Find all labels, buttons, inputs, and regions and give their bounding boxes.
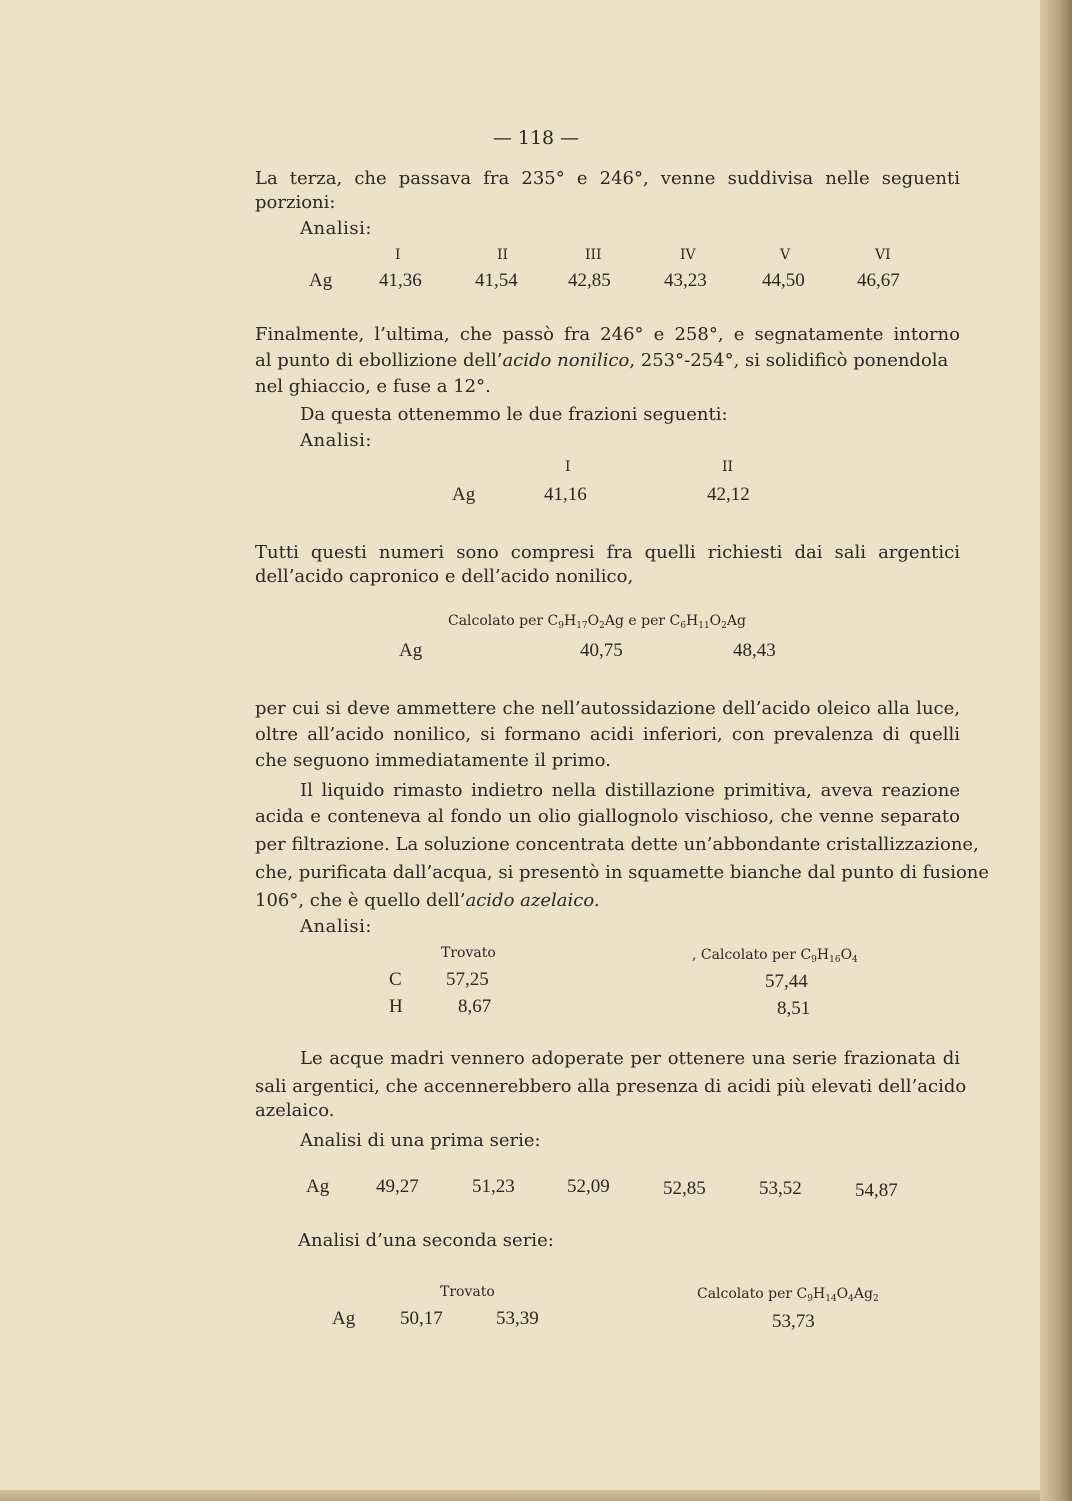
paragraph-line: Finalmente, l’ultima, che passò fra 246° e 258°, e segnatamente intorno <box>255 324 960 345</box>
paragraph-line: che seguono immediatamente il primo. <box>255 750 611 771</box>
text-run-plain: al punto di ebollizione dell’ <box>255 350 503 371</box>
formula: $C_6H_{11}O_2Ag$ <box>669 613 746 631</box>
paragraph-line: dell’acido capronico e dell’acido nonilico, <box>255 566 634 587</box>
value-cell: 57,25 <box>446 969 489 990</box>
paragraph-line: azelaico. <box>255 1100 335 1121</box>
column-header: VI <box>875 247 891 263</box>
value-cell: 48,43 <box>733 640 776 661</box>
calc-header <box>697 1283 879 1310</box>
value-cell: 42,85 <box>568 270 611 291</box>
paragraph-line-mixed <box>255 890 960 912</box>
row-label: Ag <box>452 484 476 505</box>
calc-header <box>692 944 858 971</box>
comma-mark: , <box>692 947 697 963</box>
paragraph-line: Tutti questi numeri sono compresi fra quelli richiesti dai sali argentici <box>255 542 960 563</box>
row-label: Ag <box>309 270 333 291</box>
analisi-label: Analisi: <box>300 218 372 239</box>
paragraph-line: nel ghiaccio, e fuse a 12°. <box>255 376 491 397</box>
formula: $C_9H_{16}O_4$ <box>800 947 858 965</box>
paragraph-line: Il liquido rimasto indietro nella distillazione primitiva, aveva reazione <box>300 780 960 801</box>
paragraph-line: Da questa ottenemmo le due frazioni seguenti: <box>300 404 728 425</box>
value-cell: 41,16 <box>544 484 587 505</box>
found-header: Trovato <box>440 1284 495 1300</box>
value-cell: 43,23 <box>664 270 707 291</box>
column-header: III <box>585 247 602 263</box>
calc-header <box>448 610 746 637</box>
value-cell: 52,09 <box>567 1176 610 1197</box>
page-number: — 118 — <box>492 127 580 149</box>
value-cell: 8,67 <box>458 996 492 1017</box>
value-cell: 49,27 <box>376 1176 419 1197</box>
text-run-italic: acido azelaico. <box>465 890 600 911</box>
page-edge <box>1040 0 1072 1501</box>
row-label: C <box>389 969 402 990</box>
value-cell: 52,85 <box>663 1178 706 1199</box>
value-cell: 41,54 <box>475 270 518 291</box>
series-label: Analisi d’una seconda serie: <box>298 1230 554 1251</box>
series-label: Analisi di una prima serie: <box>300 1130 541 1151</box>
column-header: II <box>722 459 734 475</box>
value-cell: 8,51 <box>777 998 811 1019</box>
analisi-label: Analisi: <box>300 916 372 937</box>
row-label: Ag <box>306 1176 330 1197</box>
calc-header-prefix: Calcolato per <box>448 613 544 629</box>
value-cell: 42,12 <box>707 484 750 505</box>
text-run <box>255 350 948 372</box>
paragraph-line: per cui si deve ammettere che nell’autossidazione dell’acido oleico alla luce, <box>255 698 960 719</box>
paragraph-line: La terza, che passava fra 235° e 246°, venne suddivisa nelle seguenti <box>255 168 960 189</box>
paragraph-line: oltre all’acido nonilico, si formano acidi inferiori, con prevalenza di quelli <box>255 724 960 745</box>
text-run-plain: , 253°-254°, si solidificò ponendola <box>629 350 949 371</box>
column-header: I <box>565 459 571 475</box>
paragraph-line: porzioni: <box>255 192 336 213</box>
value-cell: 53,39 <box>496 1308 539 1329</box>
row-label: Ag <box>332 1308 356 1329</box>
row-label: Ag <box>399 640 423 661</box>
column-header: I <box>395 247 401 263</box>
calc-header-prefix: Calcolato per <box>697 1286 793 1302</box>
value-cell: 44,50 <box>762 270 805 291</box>
value-cell: 53,73 <box>772 1311 815 1332</box>
value-cell: 54,87 <box>855 1180 898 1201</box>
found-header: Trovato <box>441 945 496 961</box>
value-cell: 51,23 <box>472 1176 515 1197</box>
value-cell: 50,17 <box>400 1308 443 1329</box>
value-cell: 53,52 <box>759 1178 802 1199</box>
page-bottom-edge <box>0 1490 1040 1501</box>
paragraph-line-mixed <box>255 350 960 372</box>
analisi-label: Analisi: <box>300 430 372 451</box>
value-cell: 46,67 <box>857 270 900 291</box>
paragraph-line: acida e conteneva al fondo un olio giallognolo vischioso, che venne separato <box>255 806 960 827</box>
formula: $C_9H_{17}O_2Ag$ <box>547 613 624 631</box>
column-header: II <box>497 247 509 263</box>
paragraph-line: che, purificata dall’acqua, si presentò in squamette bianche dal punto di fusione <box>255 862 990 883</box>
text-run-italic: acido nonilico <box>502 350 630 371</box>
calc-conjunction: e per <box>628 613 666 629</box>
paragraph-line: sali argentici, che accennerebbero alla presenza di acidi più elevati dell’acido <box>255 1076 967 1097</box>
row-label: H <box>389 996 403 1017</box>
formula: $C_9H_{14}O_4Ag_2$ <box>796 1286 879 1304</box>
text-run-plain: 106°, che è quello dell’ <box>255 890 466 911</box>
value-cell: 57,44 <box>765 971 808 992</box>
paragraph-line: Le acque madri vennero adoperate per ottenere una serie frazionata di <box>300 1048 960 1069</box>
calc-header-prefix: Calcolato per <box>700 947 796 963</box>
column-header: V <box>780 247 791 263</box>
value-cell: 40,75 <box>580 640 623 661</box>
column-header: IV <box>680 247 696 263</box>
value-cell: 41,36 <box>379 270 422 291</box>
paragraph-line: per filtrazione. La soluzione concentrata dette un’abbondante cristallizzazione, <box>255 834 979 855</box>
